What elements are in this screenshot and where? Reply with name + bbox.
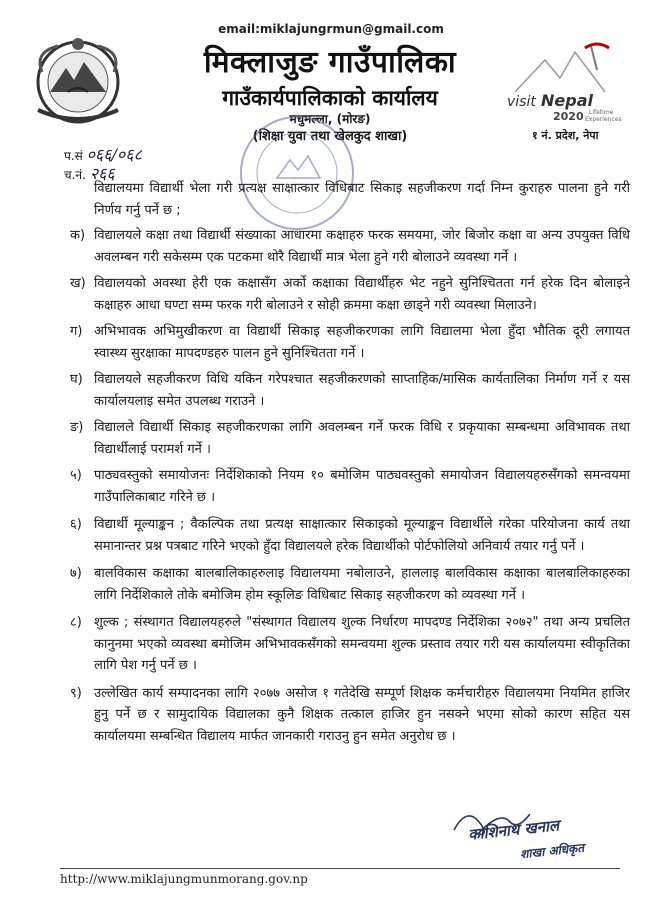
cn-value: २६६ bbox=[89, 164, 115, 183]
numbered-item bbox=[70, 514, 630, 557]
signatory-name: काशिनाथ खनाल bbox=[467, 816, 560, 844]
cn-label: च.नं. bbox=[64, 168, 86, 182]
visit-text: visit bbox=[507, 94, 536, 110]
numbered-item bbox=[70, 563, 630, 606]
office-subtitle: गाउँकार्यपालिकाको कार्यालय bbox=[222, 86, 438, 110]
numbered-item bbox=[70, 683, 630, 748]
sub-item bbox=[70, 225, 630, 268]
sub-item-marker: घ) bbox=[70, 372, 83, 387]
sub-item-marker: ग) bbox=[70, 324, 83, 339]
sub-item bbox=[70, 417, 630, 460]
nepal-text: Nepal bbox=[541, 91, 593, 110]
numbered-item-text: विद्यार्थी मूल्याङ्कन ; वैकल्पिक तथा प्रत्यक्ष साक्षात्कार सिकाइको मूल्याङ्कन विद्यार्थीले गरेका परियोजना कार्य तथा समानान्तर प्रश्न पत्रबाट गरिने भएको हुँदा विद्यालयले हरेक विद्यार्थीको पोर्टफोलियो अनिवार्य तयार गर्नु पर्ने । bbox=[94, 517, 630, 554]
intro-paragraph: विद्यालयमा विद्यार्थी भेला गरी प्रत्यक्ष साक्षात्कार विधिबाट सिकाइ सहजीकरण गर्दा निम्न कुराहरु पालना हुने गरी निर्णय गर्नु पर्ने छ ; bbox=[94, 181, 630, 218]
sub-item bbox=[70, 273, 630, 316]
numbered-item-text: शुल्क ; संस्थागत विद्यालयहरुले "संस्थागत विद्यालय शुल्क निर्धारण मापदण्ड निर्देशिका २०७२" तथा अन्य प्रचलित कानुनमा भएको व्यवस्था बमोजिम अभिभावकसँगको समन्वयमा शुल्क प्रस्ताव तयार गरी यस कार्यालयमा स्वीकृतिका लागि पेश गर्नु पर्ने छ । bbox=[94, 615, 630, 673]
numbered-item-marker: ५) bbox=[70, 468, 82, 483]
sub-item-text: विद्यालयको अवस्था हेरी एक कक्षासँग अर्को कक्षाका विद्यार्थीहरु भेट नहुने सुनिश्चितता गर्न हरेक दिन बोलाइने कक्षाहरु आधा घण्टा सम्म फरक गरी बोलाउने र सोही क्रममा कक्षा छाड्ने गरी व्यवस्था मिलाउने। bbox=[94, 276, 630, 313]
signatory-title: शाखा अधिकृत bbox=[519, 840, 585, 862]
numbered-item bbox=[70, 465, 630, 508]
sub-item-text: विद्यालयले कक्षा तथा विद्यार्थी संख्याका आधारमा कक्षाहरु फरक समयमा, जोर बिजोर कक्षा वा अन्य उपयुक्त विधि अवलम्बन गरी सकेसम्म एक पटकमा थोरै विद्यार्थी मात्र भेला हुने गरी बोलाउने व्यवस्था गर्ने । bbox=[94, 228, 630, 265]
numbered-item-marker: ७) bbox=[70, 566, 82, 581]
office-address: मधुमल्ला, (मोरङ) bbox=[289, 112, 371, 126]
header-email: email:miklajungrmun@gmail.com bbox=[218, 22, 444, 36]
numbered-item bbox=[70, 612, 630, 677]
numbered-item-text: बालविकास कक्षाका बालबालिकाहरुलाइ विद्यालयमा नबोलाउने, हाललाइ बालविकास कक्षाका बालबालिकाहरुका लागि निर्देशिकाले तोके बमोजिम होम स्कूलिङ विधिबाट सिकाइ सहजीकरण को व्यवस्था गर्ने । bbox=[94, 566, 630, 603]
sub-item-marker: ङ) bbox=[70, 420, 84, 435]
province-text: १ नं. प्रदेश, नेपा bbox=[532, 129, 599, 142]
letter-body bbox=[70, 178, 630, 753]
sub-item-marker: क) bbox=[70, 228, 86, 243]
visit-nepal-logo bbox=[505, 40, 635, 125]
ps-value: ०६६/०६८ bbox=[86, 145, 142, 164]
numbered-item-marker: ६) bbox=[70, 517, 82, 532]
tagline-2-text: Experiences bbox=[585, 116, 622, 123]
footer-divider bbox=[60, 868, 620, 869]
sub-item-text: विद्यालयले सहजीकरण विधि यकिन गरेपश्चात सहजीकरणको साप्ताहिक/मासिक कार्यतालिका निर्माण गर्ने र यस कार्यालयलाइ समेत उपलब्ध गराउने । bbox=[94, 372, 630, 409]
ps-label: प.सं bbox=[64, 149, 83, 163]
year-text: 2020 bbox=[553, 110, 584, 123]
sub-item-marker: ख) bbox=[70, 276, 86, 291]
numbered-item-marker: ९) bbox=[70, 685, 82, 701]
numbered-item-marker: ८) bbox=[70, 615, 82, 630]
sub-item-text: अभिभावक अभिमुखीकरण वा विद्यार्थी सिकाइ सहजीकरणका लागि विद्यालमा भेला हुँदा भौतिक दूरी लगायत स्वास्थ्य सुरक्षाका मापदण्डहरु पालन हुने सुनिश्चितता गर्ने । bbox=[94, 324, 630, 361]
municipality-title: मिक्लाजुङ गाउँपालिका bbox=[203, 45, 457, 80]
sub-item bbox=[70, 321, 630, 364]
sub-item-text: विद्यालले विद्यार्थी सिकाइ सहजीकरणका लागि अवलम्बन गर्ने फरक विधि र प्रकृयाका सम्बन्धमा अविभावक तथा विद्यार्थीलाई परामर्श गर्ने । bbox=[94, 420, 630, 457]
tagline-1-text: Lifetime bbox=[589, 109, 614, 116]
numbered-item-text: उल्लेखित कार्य सम्पादनका लागि २०७७ असोज १ गतेदेखि सम्पूर्ण शिक्षक कर्मचारीहरु विद्यालयमा नियमित हाजिर हुनु पर्ने छ र सामुदायिक विद्यालका कुनै शिक्षक तत्काल हाजिर हुन नसक्ने भएमा सोको कारण सहित यस कार्यालयमा सम्बन्धित विद्यालय मार्फत जानकारी गराउनु हुन समेत अनुरोध छ । bbox=[94, 685, 630, 744]
nepal-emblem-icon bbox=[28, 32, 128, 128]
branch-name: (शिक्षा युवा तथा खेलकुद शाखा) bbox=[252, 129, 408, 144]
numbered-item-text: पाठ्यवस्तुको समायोजनः निर्देशिकाको नियम १० बमोजिम पाठ्यवस्तुको समायोजन विद्यालयहरुसँगको समन्वयमा गाउँपालिकाबाट गरिने छ । bbox=[94, 468, 630, 505]
sub-item bbox=[70, 369, 630, 412]
footer-website: http://www.miklajungmunmorang.gov.np bbox=[60, 872, 308, 886]
